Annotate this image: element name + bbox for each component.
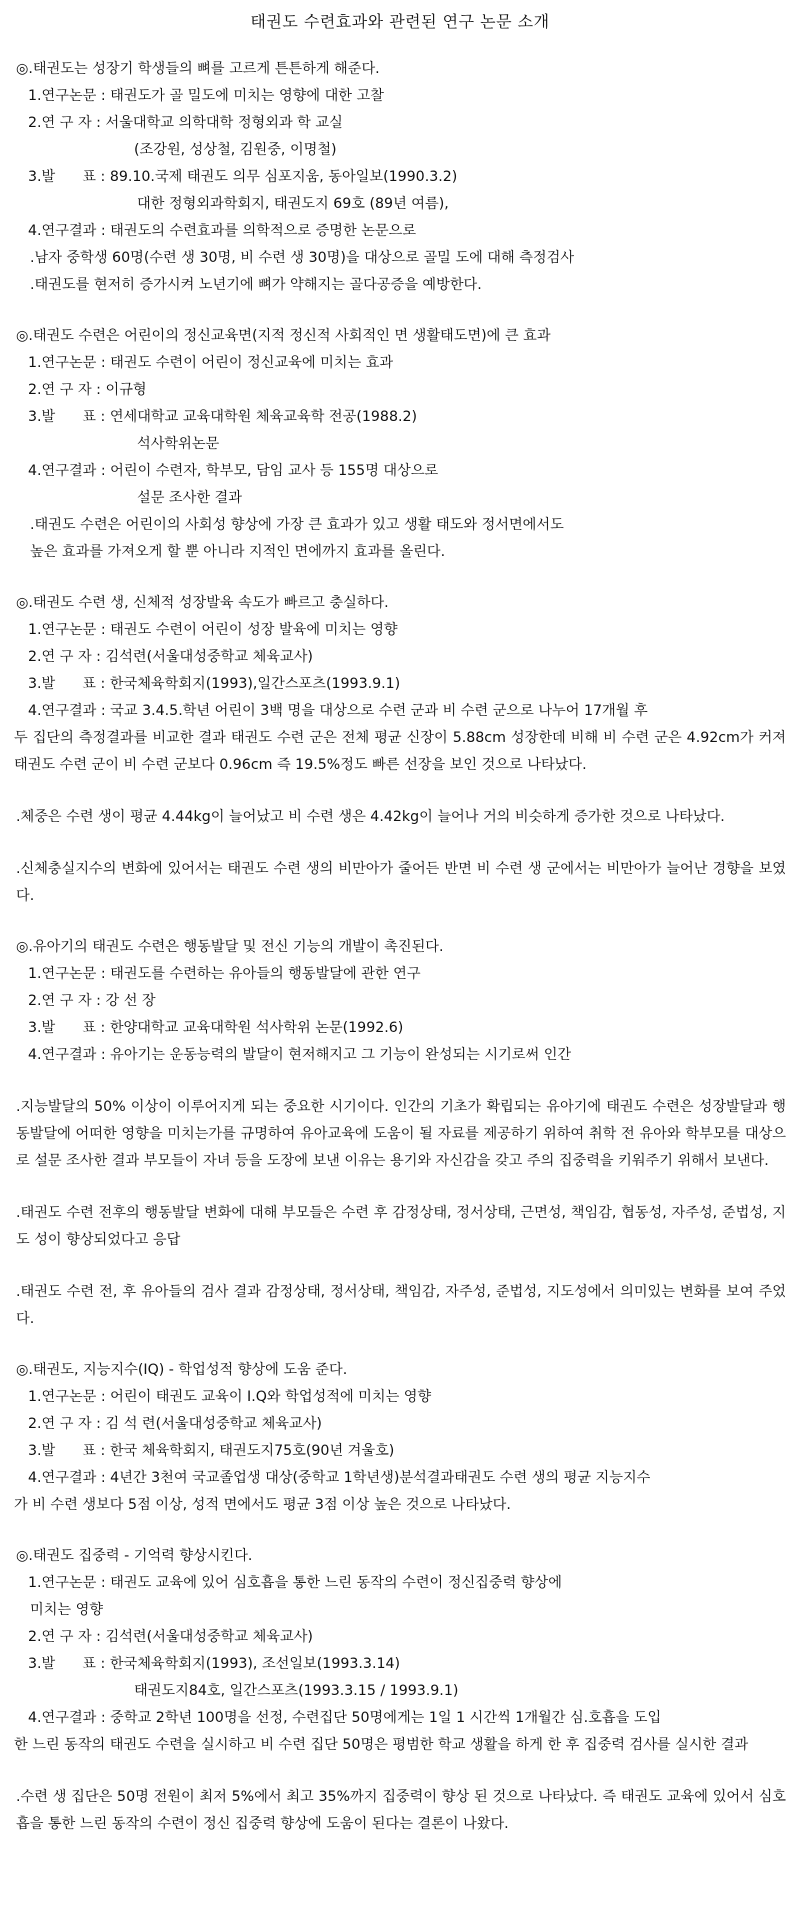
row-value: 어린이 수련자, 학부모, 담임 교사 등 155명 대상으로 <box>110 463 439 479</box>
row-result <box>14 1042 786 1069</box>
row-value: 김석련(서울대성중학교 체육교사) <box>105 1629 313 1645</box>
section-iq <box>14 1357 786 1519</box>
result-paragraph: .태권도 수련 전, 후 유아들의 검사 결과 감정상태, 정서상태, 책임감, 자주성, 준법성, 지도성에서 의미있는 변화를 보여 주었다. <box>16 1284 786 1327</box>
section-concentration <box>14 1543 786 1838</box>
result-text: .남자 중학생 60명(수련 생 30명, 비 수련 생 30명)을 대상으로 골밀 도에 대해 측정검사 <box>30 250 575 266</box>
row-label: 3.발 표 : <box>28 1656 110 1672</box>
row-value: 4년간 3천여 국교졸업생 대상(중학교 1학년생)분석결과태권도 수련 생의 평균 지능지수 <box>110 1470 651 1486</box>
row-value: 강 선 장 <box>105 993 156 1009</box>
row-value: 태권도 수련이 어린이 정신교육에 미치는 효과 <box>110 355 394 371</box>
section-heading: ◎.태권도 수련 생, 신체적 성장발육 속도가 빠르고 충실하다. <box>16 595 389 611</box>
row-label: 1.연구논문 : <box>28 88 111 104</box>
row-value: 유아기는 운동능력의 발달이 현저해지고 그 기능이 완성되는 시기로써 인간 <box>110 1047 572 1063</box>
result-paragraph: .수련 생 집단은 50명 전원이 최저 5%에서 최고 35%까지 집중력이 향상 된 것으로 나타났다. 즉 태권도 교육에 있어서 심호흡을 통한 느린 동작의 수련이 정신 집중력 향상에 도움이 된다는 결론이 나왔다. <box>16 1789 786 1832</box>
section-infant-development <box>14 934 786 1333</box>
row-label: 4.연구결과 : <box>28 463 111 479</box>
row-label: 1.연구논문 : <box>28 1389 111 1405</box>
row-value: 이규형 <box>105 382 147 398</box>
result-paragraph: 가 비 수련 생보다 5점 이상, 성적 면에서도 평균 3점 이상 높은 것으로 나타났다. <box>14 1497 511 1513</box>
row-continuation: 대한 정형외과학회지, 태권도지 69호 (89년 여름), <box>137 196 449 212</box>
row-result <box>14 218 786 245</box>
row-researcher <box>14 1624 786 1651</box>
row-label: 3.발 표 : <box>28 1020 110 1036</box>
row-label: 3.발 표 : <box>28 1443 110 1459</box>
row-value: 태권도가 골 밀도에 미치는 영향에 대한 고찰 <box>110 88 384 104</box>
row-paper <box>14 617 786 644</box>
row-label: 3.발 표 : <box>28 676 110 692</box>
row-label: 4.연구결과 : <box>28 223 111 239</box>
row-label: 1.연구논문 : <box>28 1575 111 1591</box>
result-text: .태권도 수련은 어린이의 사회성 향상에 가장 큰 효과가 있고 생활 태도와 정서면에서도 <box>30 517 564 533</box>
row-result <box>14 698 786 725</box>
row-label: 3.발 표 : <box>28 169 110 185</box>
result-paragraph: 한 느린 동작의 태권도 수련을 실시하고 비 수련 집단 50명은 평범한 학교 생활을 하게 한 후 집중력 검사를 실시한 결과 <box>14 1737 749 1753</box>
row-publication <box>14 1651 786 1678</box>
section-heading: ◎.태권도 수련은 어린이의 정신교육면(지적 정신적 사회적인 면 생활태도면)에 큰 효과 <box>16 328 551 344</box>
result-paragraph: .태권도 수련 전후의 행동발달 변화에 대해 부모들은 수련 후 감정상태, 정서상태, 근면성, 책임감, 협동성, 자주성, 준법성, 지도 성이 향상되었다고 응답 <box>16 1205 786 1248</box>
section-bone-density <box>14 56 786 299</box>
row-publication <box>14 404 786 431</box>
row-label: 2.연 구 자 : <box>28 382 106 398</box>
row-value: 연세대학교 교육대학원 체육교육학 전공(1988.2) <box>109 409 418 425</box>
row-continuation: (조강원, 성상철, 김원중, 이명철) <box>134 142 337 158</box>
row-label: 4.연구결과 : <box>28 1047 111 1063</box>
row-value: 89.10.국제 태권도 의무 심포지움, 동아일보(1990.3.2) <box>109 169 458 185</box>
row-publication <box>14 1015 786 1042</box>
result-paragraph: .신체충실지수의 변화에 있어서는 태권도 수련 생의 비만아가 줄어든 반면 비 수련 생 군에서는 비만아가 늘어난 경향을 보였다. <box>16 861 786 904</box>
row-label: 2.연 구 자 : <box>28 1416 106 1432</box>
row-label: 1.연구논문 : <box>28 355 111 371</box>
section-heading: ◎.태권도는 성장기 학생들의 뼈를 고르게 튼튼하게 해준다. <box>16 61 380 77</box>
row-value: 한양대학교 교육대학원 석사학위 논문(1992.6) <box>109 1020 404 1036</box>
row-paper <box>14 83 786 110</box>
row-continuation: 설문 조사한 결과 <box>137 490 242 506</box>
row-label: 2.연 구 자 : <box>28 649 106 665</box>
row-value: 김석련(서울대성중학교 체육교사) <box>105 649 313 665</box>
row-result <box>14 1465 786 1492</box>
section-heading: ◎.태권도, 지능지수(IQ) - 학업성적 향상에 도움 준다. <box>16 1362 348 1378</box>
row-value: 태권도의 수련효과를 의학적으로 증명한 논문으로 <box>110 223 417 239</box>
row-label: 1.연구논문 : <box>28 622 111 638</box>
row-publication <box>14 1438 786 1465</box>
row-researcher <box>14 1411 786 1438</box>
row-continuation: 태권도지84호, 일간스포츠(1993.3.15 / 1993.9.1) <box>134 1683 459 1699</box>
section-growth <box>14 590 786 910</box>
row-paper <box>14 1570 786 1597</box>
row-paper <box>14 350 786 377</box>
row-label: 3.발 표 : <box>28 409 110 425</box>
section-mental-education <box>14 323 786 566</box>
row-researcher <box>14 377 786 404</box>
row-researcher <box>14 110 786 137</box>
section-heading: ◎.태권도 집중력 - 기억력 향상시킨다. <box>16 1548 253 1564</box>
row-value: 서울대학교 의학대학 정형외과 학 교실 <box>105 115 343 131</box>
row-result <box>14 1705 786 1732</box>
result-paragraph: .체중은 수련 생이 평균 4.44kg이 늘어났고 비 수련 생은 4.42kg이 늘어나 거의 비슷하게 증가한 것으로 나타났다. <box>16 809 725 825</box>
row-label: 2.연 구 자 : <box>28 115 106 131</box>
result-paragraph: .지능발달의 50% 이상이 이루어지게 되는 중요한 시기이다. 인간의 기초가 확립되는 유아기에 태권도 수련은 성장발달과 행동발달에 어떠한 영향을 미치는가를 규명하여 유아교육에 도움이 될 자료를 제공하기 위하여 취학 전 유아와 학부모를 대상으로 설문 조사한 결과 부모들이 자녀 등을 도장에 보낸 이유는 용기와 자신감을 갖고 주의 집중력을 키워주기 위해서 보낸다. <box>16 1099 786 1169</box>
row-value: 어린이 태권도 교육이 I.Q와 학업성적에 미치는 영향 <box>110 1389 432 1405</box>
row-researcher <box>14 644 786 671</box>
result-paragraph: 두 집단의 측정결과를 비교한 결과 태권도 수련 군은 전체 평균 신장이 5.88cm 성장한데 비해 비 수련 군은 4.92cm가 커져 태권도 수련 군이 비 수련 군보다 0.96cm 즉 19.5%정도 빠른 선장을 보인 것으로 나타났다. <box>14 730 786 773</box>
result-text: 높은 효과를 가져오게 할 뿐 아니라 지적인 면에까지 효과를 올린다. <box>30 544 446 560</box>
row-paper <box>14 961 786 988</box>
row-publication <box>14 164 786 191</box>
row-label: 2.연 구 자 : <box>28 993 106 1009</box>
row-label: 4.연구결과 : <box>28 703 111 719</box>
row-value: 한국 체육학회지, 태권도지75호(90년 겨울호) <box>109 1443 395 1459</box>
row-value: 중학교 2학년 100명을 선정, 수련집단 50명에게는 1일 1 시간씩 1개월간 심.호흡을 도입 <box>110 1710 662 1726</box>
row-value: 한국체육학회지(1993), 조선일보(1993.3.14) <box>109 1656 401 1672</box>
row-value: 한국체육학회지(1993),일간스포츠(1993.9.1) <box>109 676 401 692</box>
row-researcher <box>14 988 786 1015</box>
row-value: 김 석 련(서울대성중학교 체육교사) <box>105 1416 322 1432</box>
row-label: 2.연 구 자 : <box>28 1629 106 1645</box>
row-publication <box>14 671 786 698</box>
row-value: 태권도를 수련하는 유아들의 행동발달에 관한 연구 <box>110 966 421 982</box>
section-heading: ◎.유아기의 태권도 수련은 행동발달 및 전신 기능의 개발이 촉진된다. <box>16 939 444 955</box>
row-label: 4.연구결과 : <box>28 1710 111 1726</box>
row-result <box>14 458 786 485</box>
row-value: 국교 3.4.5.학년 어린이 3백 명을 대상으로 수련 군과 비 수련 군으로 나누어 17개월 후 <box>110 703 648 719</box>
row-label: 1.연구논문 : <box>28 966 111 982</box>
row-continuation: 석사학위논문 <box>137 436 220 452</box>
result-text: .태권도를 현저히 증가시켜 노년기에 뼈가 약해지는 골다공증을 예방한다. <box>30 277 482 293</box>
row-paper <box>14 1384 786 1411</box>
row-continuation: 미치는 영향 <box>30 1602 104 1618</box>
document-title: 태권도 수련효과와 관련된 연구 논문 소개 <box>250 12 550 31</box>
row-value: 태권도 교육에 있어 심호흡을 통한 느린 동작의 수련이 정신집중력 향상에 <box>110 1575 562 1591</box>
row-value: 태권도 수련이 어린이 성장 발육에 미치는 영향 <box>110 622 398 638</box>
row-label: 4.연구결과 : <box>28 1470 111 1486</box>
